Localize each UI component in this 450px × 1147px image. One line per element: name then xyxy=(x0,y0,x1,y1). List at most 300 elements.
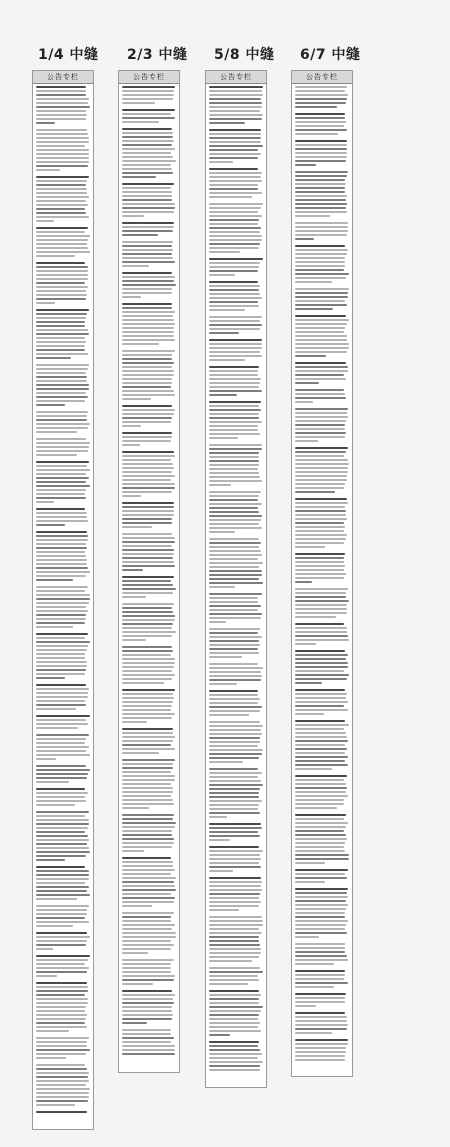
fine-print-line xyxy=(122,803,174,805)
fine-print-line xyxy=(295,401,313,403)
fine-print-line xyxy=(209,211,258,213)
fine-print-line xyxy=(122,1014,173,1016)
fine-print-line xyxy=(36,485,90,487)
fine-print-line xyxy=(209,737,260,739)
fine-print-line xyxy=(295,752,345,754)
fine-print-line xyxy=(295,530,344,532)
fine-print-line xyxy=(36,1088,90,1090)
fine-print-line xyxy=(122,822,176,824)
fine-print-line xyxy=(295,639,349,641)
fine-print-line xyxy=(36,353,88,355)
fine-print-line xyxy=(122,775,175,777)
fine-print-line xyxy=(122,959,174,961)
fine-print-line xyxy=(209,180,262,182)
fine-print-line xyxy=(295,447,348,449)
fine-print-line xyxy=(122,654,171,656)
fine-print-line xyxy=(122,394,175,396)
fine-print-line xyxy=(122,619,175,621)
fine-print-line xyxy=(36,827,88,829)
fine-print-line xyxy=(295,487,344,489)
fine-print-line xyxy=(36,400,85,402)
fine-print-line xyxy=(36,337,85,339)
fine-print-line xyxy=(209,725,263,727)
fine-print-line xyxy=(209,523,259,525)
fine-print-line xyxy=(209,776,258,778)
fine-print-line xyxy=(295,518,347,520)
fine-print-line xyxy=(209,788,260,790)
fine-print-line xyxy=(122,382,172,384)
fine-print-line xyxy=(122,136,173,138)
fine-print-line xyxy=(36,231,85,233)
fine-print-line xyxy=(209,90,262,92)
column-header: 公告专栏 xyxy=(33,71,93,84)
fine-print-line xyxy=(36,758,56,760)
fine-print-line xyxy=(122,861,173,863)
fine-print-line xyxy=(122,1041,171,1043)
fine-print-line xyxy=(122,226,174,228)
fine-print-line xyxy=(295,463,349,465)
fine-print-line xyxy=(209,274,235,276)
fine-print-line xyxy=(209,816,227,818)
fine-print-line xyxy=(122,390,174,392)
fine-print-line xyxy=(36,633,88,635)
fine-print-line xyxy=(295,697,346,699)
paragraph-gap xyxy=(209,1073,263,1076)
fine-print-line xyxy=(209,507,258,509)
fine-print-line xyxy=(295,581,312,583)
fine-print-line xyxy=(295,1055,345,1057)
fine-print-line xyxy=(209,570,262,572)
fine-print-line xyxy=(36,141,89,143)
fine-print-line xyxy=(295,491,335,493)
fine-print-line xyxy=(295,164,316,166)
fine-print-line xyxy=(209,866,261,868)
fine-print-line xyxy=(122,744,171,746)
fine-print-line xyxy=(122,284,176,286)
fine-print-line xyxy=(295,658,346,660)
fine-print-line xyxy=(209,417,259,419)
fine-print-line xyxy=(36,204,88,206)
fine-print-line xyxy=(36,1010,85,1012)
fine-print-line xyxy=(295,288,349,290)
fine-print-line xyxy=(295,428,345,430)
fine-print-line xyxy=(122,814,174,816)
fine-print-line xyxy=(122,514,174,516)
fine-print-line xyxy=(122,152,171,154)
fine-print-line xyxy=(122,1022,147,1024)
fine-print-line xyxy=(36,1018,86,1020)
fine-print-line xyxy=(122,144,172,146)
fine-print-line xyxy=(209,885,261,887)
fine-print-line xyxy=(36,677,65,679)
fine-print-line xyxy=(36,411,88,413)
fine-print-line xyxy=(36,835,88,837)
fine-print-line xyxy=(209,480,262,482)
fine-print-line xyxy=(295,826,346,828)
fine-print-line xyxy=(209,827,262,829)
fine-print-line xyxy=(122,752,159,754)
fine-print-line xyxy=(36,606,86,608)
fine-print-line xyxy=(122,265,149,267)
fine-print-line xyxy=(209,386,259,388)
fine-print-line xyxy=(36,493,85,495)
fine-print-line xyxy=(295,600,349,602)
fine-print-line xyxy=(209,854,260,856)
fine-print-line xyxy=(295,724,349,726)
fine-print-line xyxy=(36,196,89,198)
fine-print-line xyxy=(295,974,345,976)
fine-print-line xyxy=(295,514,346,516)
fine-print-line xyxy=(295,1059,345,1061)
fine-print-line xyxy=(295,355,326,357)
fine-print-line xyxy=(209,823,261,825)
fine-print-line xyxy=(209,586,235,588)
fine-print-line xyxy=(295,993,346,995)
fine-print-line xyxy=(122,1029,171,1031)
fine-print-line xyxy=(209,621,226,623)
fine-print-line xyxy=(209,429,258,431)
fine-print-line xyxy=(295,195,347,197)
fine-print-line xyxy=(209,161,233,163)
fine-print-line xyxy=(36,792,88,794)
fine-print-line xyxy=(36,345,85,347)
fine-print-line xyxy=(122,553,174,555)
fine-print-line xyxy=(122,234,158,236)
fine-print-line xyxy=(209,877,261,879)
fine-print-line xyxy=(209,796,259,798)
fine-print-line xyxy=(122,350,175,352)
fine-print-line xyxy=(122,327,174,329)
fine-print-line xyxy=(209,714,249,716)
fine-print-line xyxy=(122,940,171,942)
fine-print-line xyxy=(36,216,89,218)
fine-print-line xyxy=(295,191,345,193)
fine-print-line xyxy=(36,894,90,896)
fine-print-line xyxy=(36,614,86,616)
fine-print-line xyxy=(122,713,175,715)
fine-print-line xyxy=(122,615,175,617)
fine-print-line xyxy=(209,881,262,883)
fine-print-line xyxy=(122,932,176,934)
fine-print-line xyxy=(295,471,348,473)
fine-print-line xyxy=(209,1049,260,1051)
fine-print-line xyxy=(295,308,333,310)
fine-print-line xyxy=(36,913,87,915)
fine-print-line xyxy=(209,932,262,934)
fine-print-line xyxy=(209,679,261,681)
fine-print-line xyxy=(209,297,262,299)
fine-print-line xyxy=(209,835,260,837)
fine-print-line xyxy=(295,627,347,629)
fine-print-line xyxy=(209,729,261,731)
fine-print-line xyxy=(209,172,262,174)
column-body-text xyxy=(33,84,93,1120)
fine-print-line xyxy=(209,378,261,380)
column-header: 公告专栏 xyxy=(292,71,352,84)
fine-print-line xyxy=(36,579,73,581)
fine-print-line xyxy=(36,1076,88,1078)
fine-print-line xyxy=(295,121,346,123)
fine-print-line xyxy=(122,211,174,213)
fine-print-line xyxy=(36,454,77,456)
fine-print-line xyxy=(209,578,259,580)
fine-print-line xyxy=(36,843,87,845)
fine-print-line xyxy=(36,477,89,479)
column-label-5-8: 5/8 中缝 xyxy=(214,47,275,63)
fine-print-line xyxy=(122,912,174,914)
fine-print-line xyxy=(36,727,78,729)
fine-print-line xyxy=(36,645,88,647)
fine-print-line xyxy=(36,255,75,257)
fine-print-line xyxy=(122,936,176,938)
fine-print-line xyxy=(209,640,259,642)
fine-print-line xyxy=(122,916,171,918)
fine-print-line xyxy=(36,376,87,378)
fine-print-line xyxy=(122,545,172,547)
fine-print-line xyxy=(122,791,173,793)
fine-print-line xyxy=(295,389,344,391)
fine-print-line xyxy=(295,510,346,512)
fine-print-line xyxy=(122,971,171,973)
fine-print-line xyxy=(295,736,347,738)
fine-print-line xyxy=(122,834,172,836)
paragraph-gap xyxy=(36,1115,90,1118)
fine-print-line xyxy=(295,98,347,100)
fine-print-line xyxy=(122,897,175,899)
fine-print-line xyxy=(209,839,230,841)
fine-print-line xyxy=(209,1002,259,1004)
fine-print-line xyxy=(295,775,347,777)
fine-print-line xyxy=(209,905,259,907)
fine-print-line xyxy=(295,148,347,150)
fine-print-line xyxy=(122,467,174,469)
fine-print-line xyxy=(36,882,85,884)
fine-print-line xyxy=(122,339,175,341)
fine-print-line xyxy=(209,909,239,911)
fine-print-line xyxy=(295,1039,348,1041)
fine-print-line xyxy=(209,990,259,992)
fine-print-line xyxy=(209,979,259,981)
fine-print-line xyxy=(209,940,259,942)
fine-print-line xyxy=(295,187,345,189)
fine-print-line xyxy=(295,479,347,481)
fine-print-line xyxy=(122,451,174,453)
fine-print-line xyxy=(36,669,86,671)
fine-print-line xyxy=(36,212,86,214)
fine-print-line xyxy=(122,924,175,926)
fine-print-line xyxy=(295,175,347,177)
fine-print-line xyxy=(209,468,258,470)
fine-print-line xyxy=(122,222,174,224)
fine-print-line xyxy=(295,253,347,255)
fine-print-line xyxy=(122,113,171,115)
fine-print-line xyxy=(209,846,259,848)
fine-print-line xyxy=(122,128,172,130)
fine-print-line xyxy=(209,1022,260,1024)
fine-print-line xyxy=(122,905,152,907)
fine-print-line xyxy=(36,149,89,151)
fine-print-line xyxy=(36,243,87,245)
fine-print-line xyxy=(209,168,258,170)
fine-print-line xyxy=(122,611,173,613)
fine-print-line xyxy=(122,335,174,337)
fine-print-line xyxy=(209,347,262,349)
fine-print-line xyxy=(36,508,85,510)
fine-print-line xyxy=(122,172,173,174)
fine-print-line xyxy=(295,842,345,844)
fine-print-line xyxy=(295,245,345,247)
fine-print-line xyxy=(209,153,261,155)
fine-print-line xyxy=(295,370,348,372)
fine-print-line xyxy=(295,1005,316,1007)
fine-print-line xyxy=(209,850,263,852)
fine-print-line xyxy=(122,697,174,699)
fine-print-line xyxy=(295,273,349,275)
fine-print-line xyxy=(209,243,260,245)
fine-print-line xyxy=(122,506,174,508)
fine-print-line xyxy=(36,963,85,965)
fine-print-line xyxy=(36,153,89,155)
fine-print-line xyxy=(36,208,85,210)
fine-print-line xyxy=(209,656,242,658)
fine-print-line xyxy=(295,296,348,298)
fine-print-line xyxy=(209,351,260,353)
fine-print-line xyxy=(295,904,348,906)
fine-print-line xyxy=(122,631,176,633)
fine-print-line xyxy=(209,858,261,860)
fine-print-line xyxy=(122,728,173,730)
fine-print-line xyxy=(122,479,171,481)
fine-print-line xyxy=(122,975,175,977)
fine-print-line xyxy=(122,588,176,590)
fine-print-line xyxy=(295,978,344,980)
fine-print-line xyxy=(122,315,173,317)
fine-print-line xyxy=(295,226,348,228)
fine-print-line xyxy=(209,366,259,368)
fine-print-line xyxy=(295,1028,347,1030)
fine-print-line xyxy=(122,495,141,497)
fine-print-line xyxy=(209,425,258,427)
fine-print-line xyxy=(36,708,76,710)
fine-print-line xyxy=(36,251,90,253)
fine-print-line xyxy=(295,803,344,805)
fine-print-line xyxy=(209,671,261,673)
fine-print-line xyxy=(295,822,348,824)
fine-print-line xyxy=(36,777,87,779)
fine-print-line xyxy=(36,594,90,596)
fine-print-line xyxy=(295,900,346,902)
fine-print-line xyxy=(122,191,172,193)
fine-print-line xyxy=(122,549,174,551)
fine-print-line xyxy=(209,924,263,926)
fine-print-line xyxy=(209,437,238,439)
fine-print-line xyxy=(295,916,345,918)
fine-print-line xyxy=(36,688,89,690)
fine-print-line xyxy=(36,839,89,841)
fine-print-line xyxy=(209,605,261,607)
fine-print-line xyxy=(209,239,262,241)
fine-print-line xyxy=(36,539,88,541)
fine-print-line xyxy=(36,110,86,112)
fine-print-line xyxy=(209,721,260,723)
fine-print-line xyxy=(36,145,85,147)
fine-print-line xyxy=(209,515,262,517)
fine-print-line xyxy=(36,800,86,802)
fine-print-line xyxy=(36,905,89,907)
fine-print-line xyxy=(122,1037,174,1039)
fine-print-line xyxy=(36,118,86,120)
fine-print-line xyxy=(209,768,258,770)
fine-print-line xyxy=(209,309,245,311)
fine-print-line xyxy=(122,561,174,563)
fine-print-line xyxy=(209,320,260,322)
fine-print-line xyxy=(209,889,262,891)
fine-print-line xyxy=(122,413,174,415)
fine-print-line xyxy=(295,795,348,797)
fine-print-line xyxy=(122,276,175,278)
fine-print-line xyxy=(36,165,88,167)
fine-print-line xyxy=(209,546,259,548)
fine-print-line xyxy=(36,543,86,545)
fine-print-line xyxy=(209,231,260,233)
fine-print-line xyxy=(295,546,325,548)
fine-print-line xyxy=(36,1104,75,1106)
fine-print-line xyxy=(295,94,348,96)
fine-print-line xyxy=(36,598,90,600)
fine-print-line xyxy=(36,626,73,628)
notice-column-6-7 xyxy=(291,70,353,1077)
fine-print-line xyxy=(36,665,87,667)
fine-print-line xyxy=(295,374,344,376)
fine-print-line xyxy=(209,967,260,969)
fine-print-line xyxy=(295,335,347,337)
fine-print-line xyxy=(122,873,171,875)
fine-print-line xyxy=(36,746,89,748)
fine-print-line xyxy=(295,705,344,707)
fine-print-line xyxy=(295,892,347,894)
fine-print-line xyxy=(209,94,263,96)
fine-print-line xyxy=(36,423,90,425)
fine-print-line xyxy=(209,772,262,774)
fine-print-line xyxy=(122,807,149,809)
fine-print-line xyxy=(295,799,344,801)
fine-print-line xyxy=(209,106,262,108)
fine-print-line xyxy=(36,715,90,717)
fine-print-line xyxy=(122,436,172,438)
fine-print-line xyxy=(122,98,173,100)
fine-print-line xyxy=(122,592,173,594)
fine-print-line xyxy=(295,912,345,914)
fine-print-line xyxy=(295,612,347,614)
fine-print-line xyxy=(295,682,322,684)
fine-print-line xyxy=(36,341,86,343)
fine-print-line xyxy=(122,795,171,797)
fine-print-line xyxy=(295,561,344,563)
fine-print-line xyxy=(295,850,345,852)
fine-print-line xyxy=(36,404,65,406)
fine-print-line xyxy=(122,323,175,325)
fine-print-line xyxy=(295,670,344,672)
fine-print-line xyxy=(295,713,324,715)
fine-print-line xyxy=(36,788,85,790)
fine-print-line xyxy=(122,471,172,473)
column-header: 公告专栏 xyxy=(119,71,179,84)
fine-print-line xyxy=(209,235,262,237)
fine-print-line xyxy=(209,98,261,100)
fine-print-line xyxy=(122,417,172,419)
fine-print-line xyxy=(209,566,259,568)
fine-print-line xyxy=(209,301,258,303)
